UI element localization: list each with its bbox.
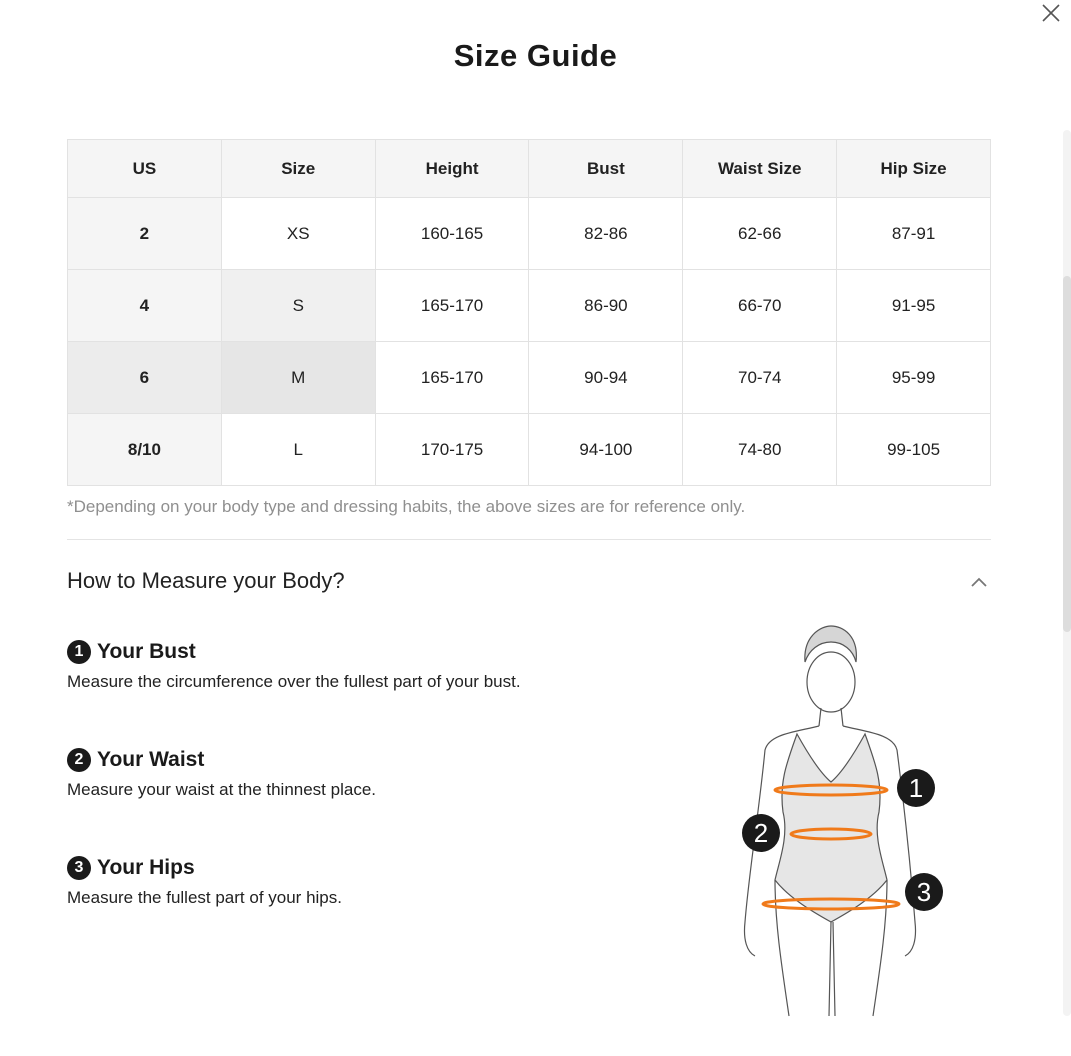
marker-3-label: 3: [916, 877, 932, 907]
cell-bust: 82-86: [529, 198, 683, 270]
cell-waist: 62-66: [683, 198, 837, 270]
cell-hip: 87-91: [837, 198, 991, 270]
measure-item-desc: Measure the fullest part of your hips.: [67, 888, 342, 907]
header-bust: Bust: [529, 140, 683, 198]
cell-size: S: [221, 270, 375, 342]
cell-hip: 91-95: [837, 270, 991, 342]
table-row: [68, 198, 991, 270]
cell-bust: 90-94: [529, 342, 683, 414]
table-row: [68, 414, 991, 486]
header-us: US: [68, 140, 222, 198]
marker-1-label: 1: [908, 773, 924, 803]
cell-us: 6: [68, 342, 222, 414]
measure-item-title: Your Bust: [97, 640, 196, 663]
scrollbar-thumb[interactable]: [1063, 276, 1071, 632]
measure-item-hips: [67, 855, 342, 908]
cell-size: XS: [221, 198, 375, 270]
cell-hip: 99-105: [837, 414, 991, 486]
measure-item-bust: [67, 639, 521, 692]
cell-height: 170-175: [375, 414, 529, 486]
cell-waist: 74-80: [683, 414, 837, 486]
cell-height: 160-165: [375, 198, 529, 270]
measure-item-desc: Measure the circumference over the fullest part of your bust.: [67, 672, 521, 691]
measure-item-desc: Measure your waist at the thinnest place.: [67, 780, 376, 799]
number-badge: 3: [67, 856, 91, 880]
cell-waist: 70-74: [683, 342, 837, 414]
number-badge: 2: [67, 748, 91, 772]
cell-us: 4: [68, 270, 222, 342]
page-title: Size Guide: [453, 38, 618, 73]
cell-us: 2: [68, 198, 222, 270]
measure-section-toggle[interactable]: [67, 566, 991, 598]
body-measurement-figure: [735, 622, 955, 1018]
cell-hip: 95-99: [837, 342, 991, 414]
measure-item-title: Your Waist: [97, 748, 205, 771]
chevron-up-icon[interactable]: [969, 572, 989, 592]
header-hip: Hip Size: [837, 140, 991, 198]
header-waist: Waist Size: [683, 140, 837, 198]
close-icon: [1040, 2, 1062, 24]
measure-item-title: Your Hips: [97, 856, 195, 879]
cell-waist: 66-70: [683, 270, 837, 342]
marker-2-label: 2: [753, 818, 769, 848]
measure-section-title: How to Measure your Body?: [67, 568, 345, 593]
cell-us: 8/10: [68, 414, 222, 486]
header-size: Size: [221, 140, 375, 198]
cell-bust: 94-100: [529, 414, 683, 486]
cell-height: 165-170: [375, 270, 529, 342]
cell-height: 165-170: [375, 342, 529, 414]
measure-item-waist: [67, 747, 376, 800]
cell-bust: 86-90: [529, 270, 683, 342]
table-header-row: [68, 140, 991, 198]
section-divider: [67, 539, 991, 540]
cell-size: L: [221, 414, 375, 486]
header-height: Height: [375, 140, 529, 198]
scrollbar[interactable]: [1063, 130, 1071, 1016]
table-row: [68, 342, 991, 414]
measure-item-head: [67, 639, 521, 665]
size-table: [67, 139, 991, 486]
cell-size: M: [221, 342, 375, 414]
close-button[interactable]: [1040, 2, 1062, 24]
reference-note: *Depending on your body type and dressing habits, the above sizes are for reference only.: [67, 497, 746, 516]
head-shape: [807, 652, 855, 712]
number-badge: 1: [67, 640, 91, 664]
measure-item-head: [67, 747, 376, 773]
measure-item-head: [67, 855, 342, 881]
table-row: [68, 270, 991, 342]
